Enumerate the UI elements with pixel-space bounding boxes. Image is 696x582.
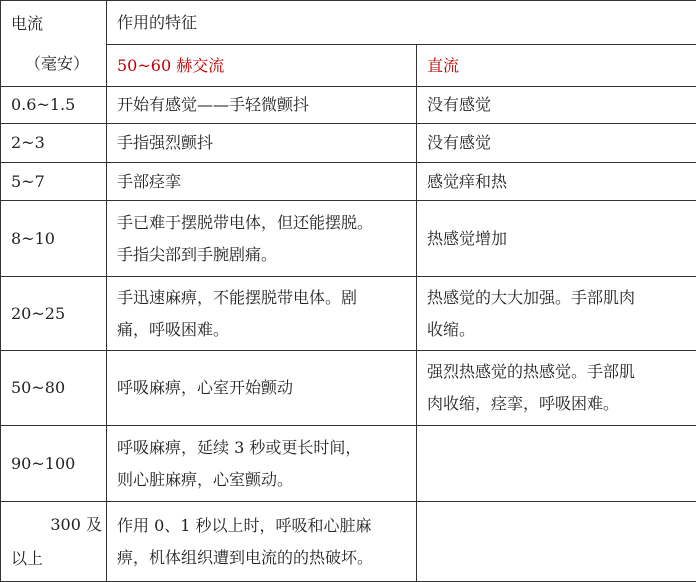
dc-effect-line: 强烈热感觉的热感觉。手部肌 xyxy=(427,356,696,388)
dc-effect xyxy=(417,163,696,201)
ac-effect-line: 痛，呼吸困难。 xyxy=(117,314,416,346)
header-current-title: 电流 xyxy=(11,4,106,44)
table-row xyxy=(1,277,696,351)
ac-effect xyxy=(107,277,417,351)
header-row-1 xyxy=(1,1,696,45)
current-value: 50~80 xyxy=(1,351,107,426)
current-value: 90~100 xyxy=(1,426,107,502)
dc-effect-line: 肉收缩，痉挛，呼吸困难。 xyxy=(427,388,696,420)
header-current-unit: （毫安） xyxy=(11,44,106,84)
ac-effect xyxy=(107,426,417,502)
dc-effect xyxy=(417,201,696,277)
ac-effect-line: 手部痉挛 xyxy=(117,166,416,198)
table-row xyxy=(1,87,696,124)
header-ac-title: 50~60 赫交流 xyxy=(107,45,417,87)
dc-effect-line: 感觉痒和热 xyxy=(427,166,696,198)
table-row xyxy=(1,426,696,502)
current-value: 20~25 xyxy=(1,277,107,351)
ac-effect-line: 痹，机体组织遭到电流的的热破坏。 xyxy=(117,542,416,574)
dc-effect-empty xyxy=(417,426,696,502)
dc-effect xyxy=(417,87,696,124)
ac-effect xyxy=(107,163,417,201)
ac-effect xyxy=(107,87,417,124)
dc-effect-line: 没有感觉 xyxy=(427,89,696,121)
table-row xyxy=(1,502,696,582)
dc-effect-line: 热感觉增加 xyxy=(427,223,696,255)
ac-effect-line: 呼吸麻痹，延续 3 秒或更长时间， xyxy=(117,432,416,464)
current-value-line: 300 及 xyxy=(11,508,106,542)
current-value: 5~7 xyxy=(1,163,107,201)
header-dc-title: 直流 xyxy=(417,45,696,87)
dc-effect-line: 没有感觉 xyxy=(427,127,696,159)
ac-effect-line: 则心脏麻痹，心室颤动。 xyxy=(117,464,416,496)
ac-effect-line: 作用 0、1 秒以上时，呼吸和心脏麻 xyxy=(117,510,416,542)
ac-effect xyxy=(107,351,417,426)
dc-effect xyxy=(417,351,696,426)
ac-effect xyxy=(107,201,417,277)
ac-effect-line: 开始有感觉——手轻微颤抖 xyxy=(117,89,416,121)
dc-effect-line: 热感觉的大大加强。手部肌肉 xyxy=(427,282,696,314)
ac-effect xyxy=(107,124,417,163)
table-row xyxy=(1,163,696,201)
ac-effect-line: 手已难于摆脱带电体，但还能摆脱。 xyxy=(117,207,416,239)
current-value: 0.6~1.5 xyxy=(1,87,107,124)
ac-effect xyxy=(107,502,417,582)
header-effect-title: 作用的特征 xyxy=(107,1,696,45)
dc-effect xyxy=(417,277,696,351)
current-value: 2~3 xyxy=(1,124,107,163)
ac-effect-line: 手指尖部到手腕剧痛。 xyxy=(117,239,416,271)
dc-effect xyxy=(417,124,696,163)
table-row xyxy=(1,351,696,426)
table-row xyxy=(1,124,696,163)
current-value: 8~10 xyxy=(1,201,107,277)
ac-effect-line: 呼吸麻痹，心室开始颤动 xyxy=(117,372,416,404)
current-value-line: 以上 xyxy=(11,542,106,576)
dc-effect-line: 收缩。 xyxy=(427,314,696,346)
ac-effect-line: 手指强烈颤抖 xyxy=(117,127,416,159)
ac-effect-line: 手迅速麻痹，不能摆脱带电体。剧 xyxy=(117,282,416,314)
current-value xyxy=(1,502,107,582)
dc-effect-empty xyxy=(417,502,696,582)
header-current-cell xyxy=(1,1,107,87)
table-row xyxy=(1,201,696,277)
